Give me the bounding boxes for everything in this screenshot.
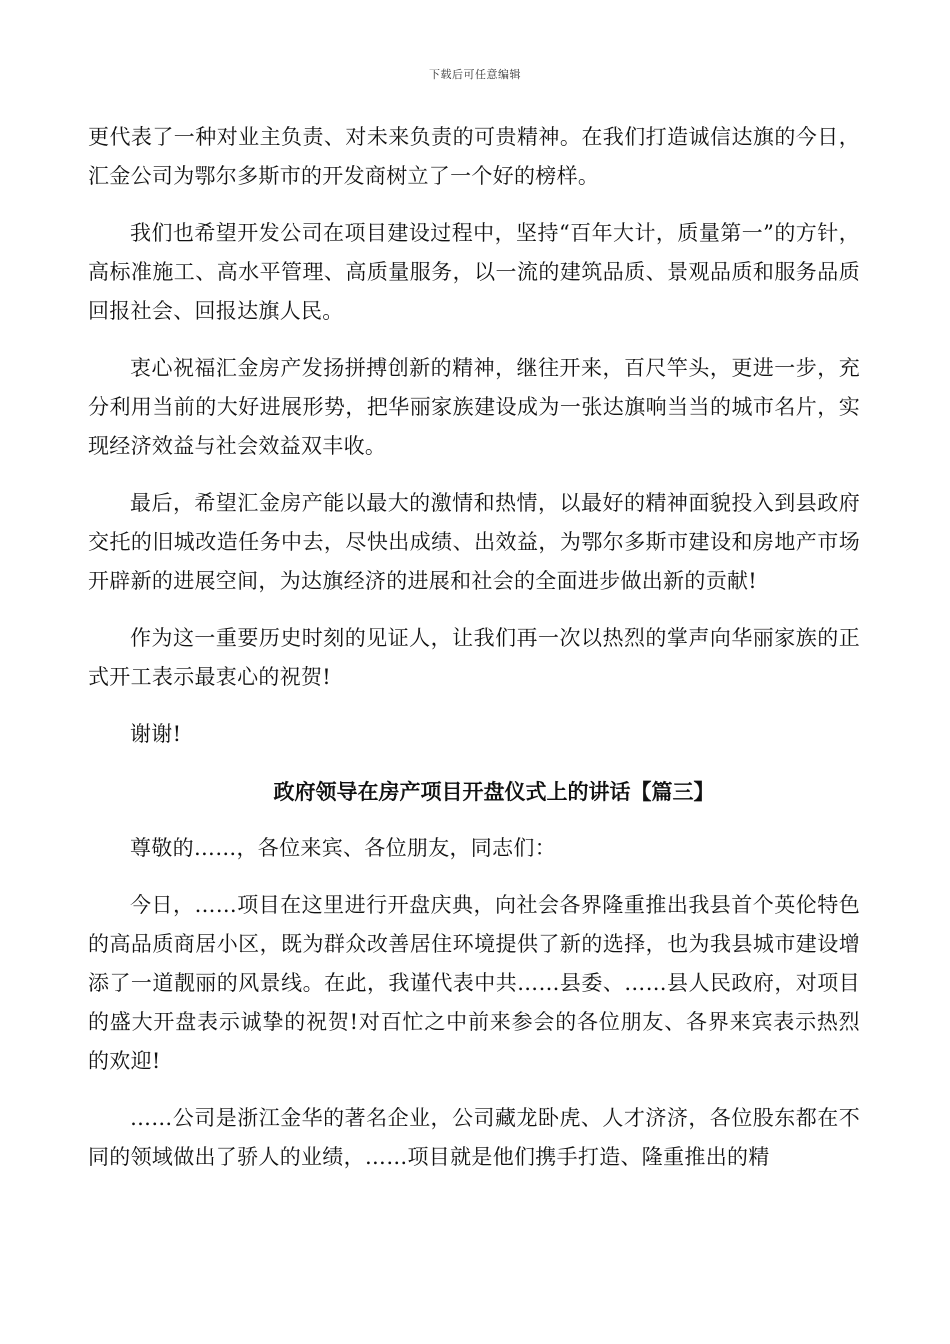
paragraph: 今日，……项目在这里进行开盘庆典，向社会各界隆重推出我县首个英伦特色的高品质商居小区，既为群众改善居住环境提供了新的选择，也为我县城市建设增添了一道靓丽的风景线。在此，我谨代表中共……县委、……县人民政府，对项目的盛大开盘表示诚挚的祝贺!对百忙之中前来参会的各位朋友、各界来宾表示热烈的欢迎! xyxy=(88,893,860,1073)
paragraph: ……公司是浙江金华的著名企业，公司藏龙卧虎、人才济济，各位股东都在不同的领域做出了骄人的业绩，……项目就是他们携手打造、隆重推出的精 xyxy=(88,1106,860,1169)
paragraph: 作为这一重要历史时刻的见证人，让我们再一次以热烈的掌声向华丽家族的正式开工表示最衷心的祝贺! xyxy=(88,626,860,689)
paragraph: 最后，希望汇金房产能以最大的激情和热情，以最好的精神面貌投入到县政府交托的旧城改造任务中去，尽快出成绩、出效益，为鄂尔多斯市建设和房地产市场开辟新的进展空间，为达旗经济的进展和社会的全面进步做出新的贡献! xyxy=(88,491,860,593)
paragraph-continuation: 更代表了一种对业主负责、对未来负责的可贵精神。在我们打造诚信达旗的今日，汇金公司为鄂尔多斯市的开发商树立了一个好的榜样。 xyxy=(88,125,860,188)
paragraph: 衷心祝福汇金房产发扬拼搏创新的精神，继往开来，百尺竿头，更进一步，充分利用当前的大好进展形势，把华丽家族建设成为一张达旗响当当的城市名片，实现经济效益与社会效益双丰收。 xyxy=(88,356,860,458)
paragraph: 我们也希望开发公司在项目建设过程中，坚持“百年大计，质量第一”的方针，高标准施工、高水平管理、高质量服务，以一流的建筑品质、景观品质和服务品质回报社会、回报达旗人民。 xyxy=(88,221,860,323)
document-body xyxy=(88,118,860,1195)
salutation: 尊敬的……，各位来宾、各位朋友，同志们： xyxy=(130,836,556,860)
section-title: 政府领导在房产项目开盘仪式上的讲话【篇三】 xyxy=(273,779,715,804)
page-header: 下载后可任意编辑 xyxy=(429,68,521,81)
closing-line: 谢谢! xyxy=(130,722,182,746)
